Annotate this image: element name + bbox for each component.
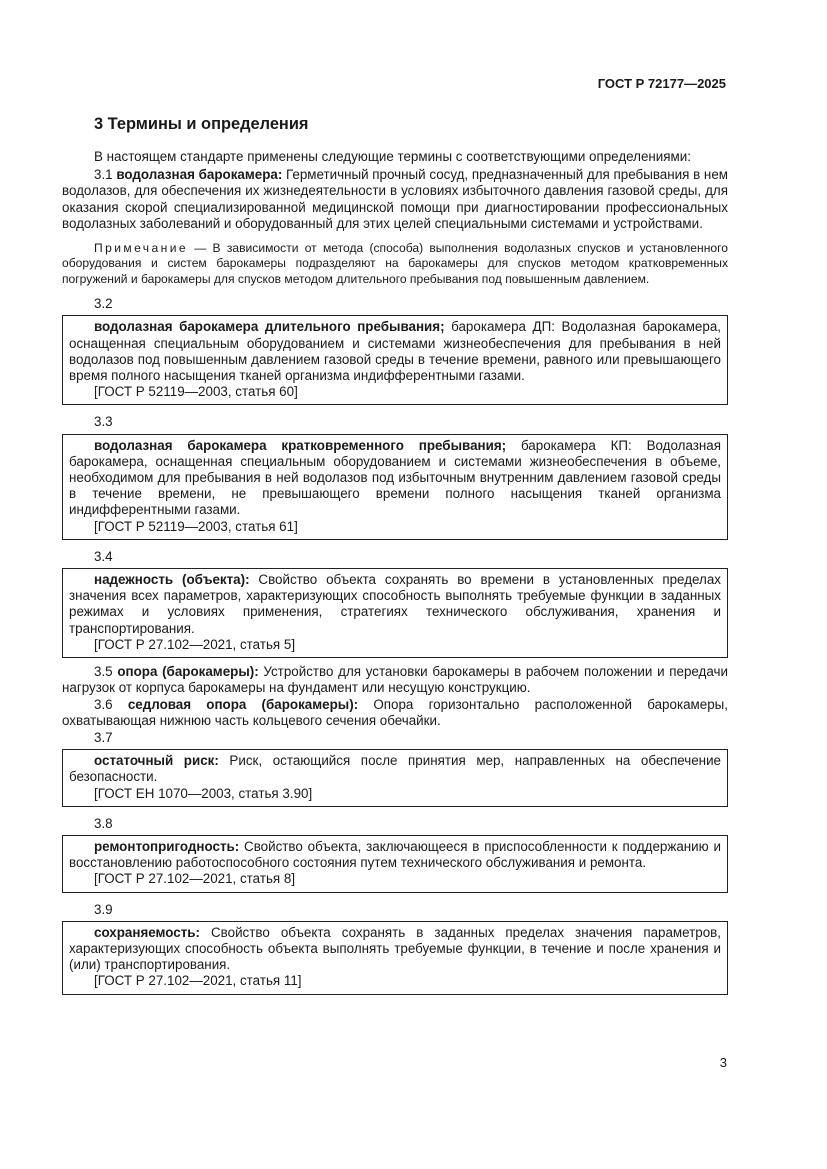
term-name: водолазная барокамера: bbox=[116, 167, 283, 183]
page-number: 3 bbox=[719, 1055, 727, 1070]
term-number: 3.8 bbox=[94, 815, 113, 831]
term-name: водолазная барокамера кратковременного пребывания; bbox=[94, 437, 507, 453]
term-source: [ГОСТ Р 27.102—2021, статья 5] bbox=[94, 636, 296, 652]
page-content bbox=[62, 114, 728, 995]
term-box-3-7 bbox=[62, 749, 728, 807]
term-definition: Свойство объекта сохранять во времени в установленных пределах значения всех параметров, характеризующих способность выполнять требуемые функции в заданных режимах и условиях применения, стратегиях технического обслуживания, хранения и транспортирования. bbox=[69, 572, 721, 636]
term-name: остаточный риск: bbox=[94, 753, 219, 769]
term-box-3-2 bbox=[62, 315, 728, 405]
term-definition: Риск, остающийся после принятия мер, направленных на обеспечение безопасности. bbox=[69, 753, 722, 785]
term-number: 3.2 bbox=[94, 296, 113, 312]
term-number: 3.3 bbox=[94, 414, 113, 430]
term-source: [ГОСТ Р 27.102—2021, статья 8] bbox=[94, 871, 296, 887]
term-box-3-8 bbox=[62, 835, 728, 893]
term-name: водолазная барокамера длительного пребывания; bbox=[94, 319, 445, 335]
note-text: — В зависимости от метода (способа) выполнения водолазных спусков и установленного оборудования и систем барокамеры подразделяют на барокамеры для спусков методом кратковременных погружений и барокамеры для спусков методом длительного пребывания под повышенным давлением. bbox=[62, 241, 728, 286]
term-number: 3.5 bbox=[94, 664, 113, 680]
term-name: надежность (объекта): bbox=[94, 572, 250, 588]
term-3-6 bbox=[62, 697, 728, 729]
term-definition: Опора горизонтально расположенной барокамеры, охватывающая нижнюю часть кольцевого сечения обечайки. bbox=[62, 696, 728, 728]
term-definition: барокамера КП: Водолазная барокамера, оснащенная специальным оборудованием и системами жизнеобеспечения в объеме, необходимом для пребывания в ней водолазов под избыточным внутренним давлением газовой среды в течение времени, не превышающего времени полного насыщения тканей организма индифферентными газами. bbox=[69, 437, 721, 518]
term-source: [ГОСТ Р 27.102—2021, статья 11] bbox=[94, 973, 302, 989]
term-3-5 bbox=[62, 664, 728, 696]
term-definition: барокамера ДП: Водолазная барокамера, оснащенная специальным оборудованием и системами жизнеобеспечения для пребывания в ней водолазов под повышенным давлением газовой среды в течение времени, равного или превышающего время полного насыщения тканей организма индифферентными газами. bbox=[69, 319, 721, 384]
term-definition: Герметичный прочный сосуд, предназначенный для пребывания в нем водолазов, для обеспечения их жизнедеятельности в условиях избыточного давления газовой среды, для оказания скорой специализированной медицинской помощи при диагностировании профессиональных водолазных заболеваний и оборудованный для этих целей специальными системами и устройствами. bbox=[62, 167, 728, 231]
section-title: 3 Термины и определения bbox=[94, 115, 309, 133]
section-intro: В настоящем стандарте применены следующие термины с соответствующими определениями: bbox=[94, 149, 691, 164]
term-source: [ГОСТ ЕН 1070—2003, статья 3.90] bbox=[94, 785, 313, 801]
term-definition: Устройство для установки барокамеры в рабочем положении и передачи нагрузок от корпуса барокамеры на фундамент или несущую конструкцию. bbox=[62, 664, 728, 696]
term-3-1 bbox=[62, 167, 728, 232]
term-definition: Свойство объекта, заключающееся в приспособленности к поддержанию и восстановлению работоспособного состояния путем технического обслуживания и ремонта. bbox=[69, 838, 721, 871]
term-box-3-3 bbox=[62, 434, 728, 540]
document-id: ГОСТ Р 72177—2025 bbox=[597, 76, 726, 91]
term-number: 3.4 bbox=[94, 548, 113, 564]
term-box-3-9 bbox=[62, 921, 728, 995]
note-label: Примечание bbox=[94, 241, 188, 256]
term-name: сохраняемость: bbox=[94, 924, 200, 940]
term-box-3-4 bbox=[62, 568, 728, 658]
term-number: 3.7 bbox=[94, 729, 113, 745]
term-source: [ГОСТ Р 52119—2003, статья 61] bbox=[94, 518, 298, 534]
note bbox=[62, 241, 728, 287]
term-number: 3.6 bbox=[94, 696, 113, 712]
term-source: [ГОСТ Р 52119—2003, статья 60] bbox=[94, 384, 298, 400]
term-name: ремонтопригодность: bbox=[94, 838, 240, 854]
term-name: седловая опора (барокамеры): bbox=[127, 696, 359, 712]
term-number: 3.9 bbox=[94, 901, 113, 917]
term-name: опора (барокамеры): bbox=[117, 664, 259, 680]
term-definition: Свойство объекта сохранять в заданных пределах значения параметров, характеризующих способность объекта выполнять требуемые функции, в течение и после хранения и (или) транспортирования. bbox=[69, 924, 721, 973]
term-number: 3.1 bbox=[94, 167, 113, 183]
